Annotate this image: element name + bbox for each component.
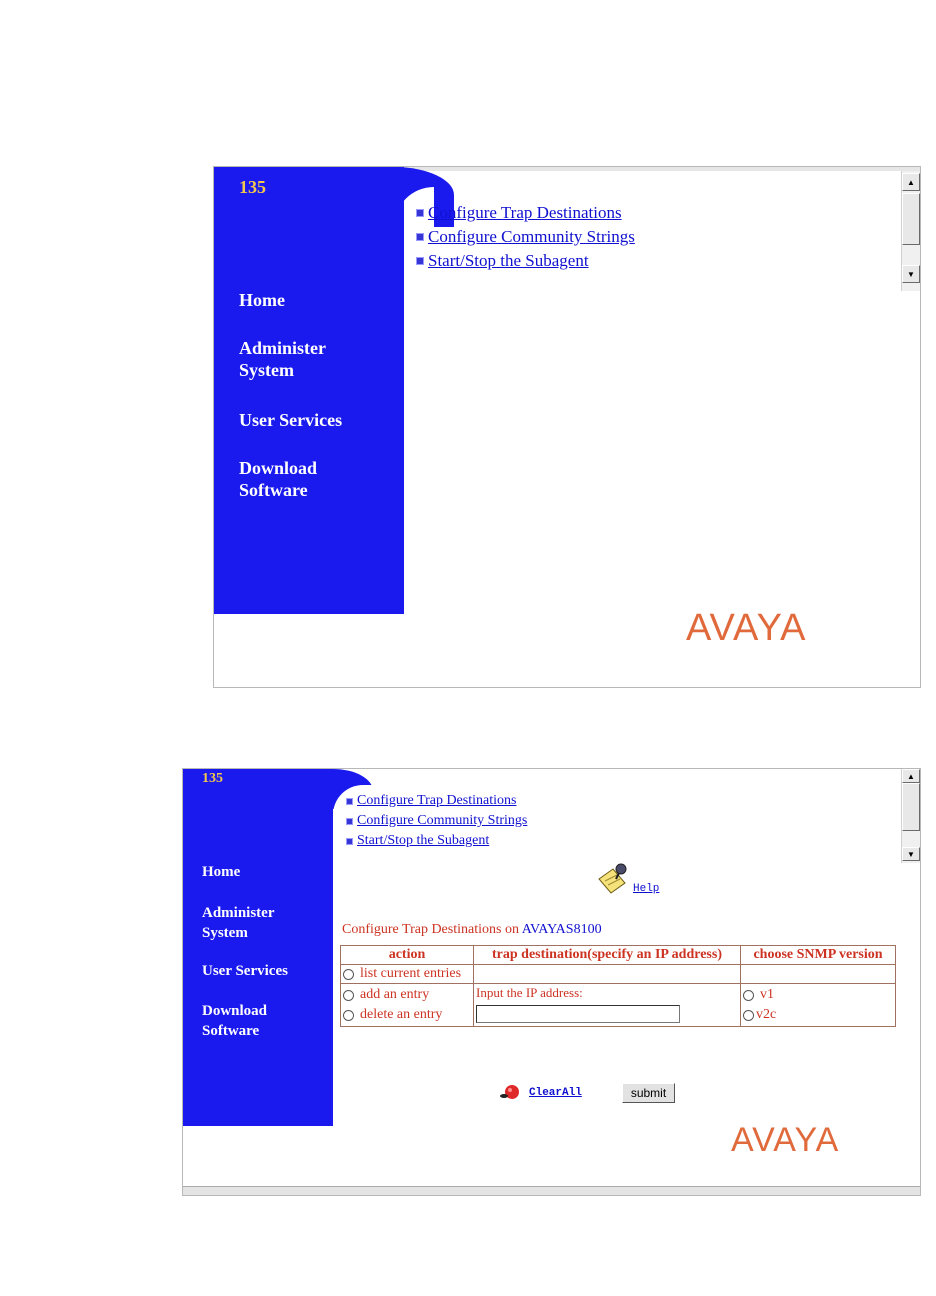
sidebar-item-home[interactable]: Home bbox=[239, 290, 285, 310]
vertical-scrollbar[interactable] bbox=[901, 171, 920, 291]
link-configure-trap-destinations[interactable]: Configure Trap Destinations bbox=[357, 793, 517, 808]
avaya-logo: AVAYA bbox=[686, 607, 807, 649]
page-number: 135 bbox=[239, 177, 266, 197]
list-item bbox=[416, 249, 635, 273]
table-row bbox=[341, 965, 896, 984]
square-bullet-icon bbox=[346, 818, 353, 825]
radio-v1[interactable] bbox=[743, 990, 754, 1001]
sidebar-item-user-services[interactable]: User Services bbox=[239, 410, 343, 430]
link-start-stop-subagent[interactable]: Start/Stop the Subagent bbox=[428, 251, 589, 270]
sidebar-item-download-software[interactable]: Download Software bbox=[239, 458, 318, 500]
square-bullet-icon bbox=[416, 233, 424, 241]
sidebar-item-administer-system[interactable]: Administer System bbox=[239, 338, 326, 380]
delete-entry-label: delete an entry bbox=[360, 1007, 443, 1022]
scroll-thumb[interactable] bbox=[902, 193, 920, 245]
ip-address-input[interactable] bbox=[476, 1005, 680, 1023]
list-item bbox=[346, 831, 527, 851]
scroll-thumb[interactable] bbox=[902, 783, 920, 831]
radio-add-entry[interactable] bbox=[343, 990, 354, 1001]
scroll-down-icon[interactable]: ▼ bbox=[902, 265, 920, 283]
sidebar-item-home[interactable]: Home bbox=[202, 864, 241, 880]
table-row bbox=[341, 984, 896, 1027]
avaya-logo: AVAYA bbox=[731, 1121, 840, 1159]
ip-input-cell bbox=[474, 984, 741, 1027]
add-entry-label: add an entry bbox=[360, 987, 430, 1002]
scroll-down-icon[interactable]: ▼ bbox=[902, 847, 920, 861]
config-title bbox=[342, 922, 602, 938]
sidebar-item-user-services[interactable]: User Services bbox=[202, 963, 288, 979]
add-delete-cell bbox=[341, 984, 474, 1027]
link-configure-community-strings[interactable]: Configure Community Strings bbox=[428, 227, 635, 246]
link-start-stop-subagent[interactable]: Start/Stop the Subagent bbox=[357, 833, 490, 848]
help-link[interactable]: Help bbox=[633, 883, 660, 895]
radio-delete-entry[interactable] bbox=[343, 1010, 354, 1021]
link-configure-community-strings[interactable]: Configure Community Strings bbox=[357, 813, 528, 828]
table-header-row bbox=[341, 946, 896, 965]
version-cell bbox=[741, 984, 896, 1027]
scroll-up-icon[interactable]: ▲ bbox=[902, 173, 920, 191]
scroll-up-icon[interactable]: ▲ bbox=[902, 769, 920, 783]
config-title-prefix: Configure Trap Destinations on bbox=[342, 922, 519, 937]
square-bullet-icon bbox=[416, 209, 424, 217]
square-bullet-icon bbox=[346, 798, 353, 805]
form-actions bbox=[499, 1083, 675, 1103]
clear-all-link[interactable]: ClearAll bbox=[529, 1087, 582, 1099]
list-item bbox=[346, 811, 527, 831]
sidebar bbox=[214, 167, 404, 614]
sidebar-item-download-software[interactable]: Download Software bbox=[202, 1003, 268, 1039]
sidebar bbox=[183, 769, 333, 1126]
version-v1-label: v1 bbox=[760, 987, 774, 1002]
top-link-list bbox=[346, 791, 527, 851]
list-current-entries-label: list current entries bbox=[360, 966, 462, 981]
top-link-list bbox=[416, 201, 635, 273]
host-name: AVAYAS8100 bbox=[521, 922, 602, 937]
browser-frame-top bbox=[213, 166, 921, 688]
notepad-pin-icon bbox=[595, 861, 631, 895]
page-number: 135 bbox=[202, 771, 223, 786]
trap-destination-table bbox=[340, 945, 896, 1027]
ip-prompt: Input the IP address: bbox=[476, 985, 583, 1000]
list-item bbox=[416, 201, 635, 225]
browser-frame-bottom bbox=[182, 768, 921, 1196]
radio-v2c[interactable] bbox=[743, 1010, 754, 1021]
square-bullet-icon bbox=[416, 257, 424, 265]
submit-button[interactable]: submit bbox=[622, 1083, 675, 1103]
clear-all-icon[interactable] bbox=[499, 1084, 521, 1102]
list-item bbox=[346, 791, 527, 811]
radio-list-current-entries[interactable] bbox=[343, 969, 354, 980]
square-bullet-icon bbox=[346, 838, 353, 845]
help-group bbox=[595, 861, 659, 895]
list-entries-cell bbox=[341, 965, 474, 984]
column-header-action: action bbox=[341, 946, 474, 965]
link-configure-trap-destinations[interactable]: Configure Trap Destinations bbox=[428, 203, 622, 222]
list-item bbox=[416, 225, 635, 249]
sidebar-item-administer-system[interactable]: Administer System bbox=[202, 905, 275, 941]
column-header-trap-destination: trap destination(specify an IP address) bbox=[474, 946, 741, 965]
status-bar bbox=[183, 1186, 920, 1195]
column-header-snmp-version: choose SNMP version bbox=[741, 946, 896, 965]
vertical-scrollbar[interactable] bbox=[901, 769, 920, 863]
version-v2c-label: v2c bbox=[756, 1007, 777, 1022]
